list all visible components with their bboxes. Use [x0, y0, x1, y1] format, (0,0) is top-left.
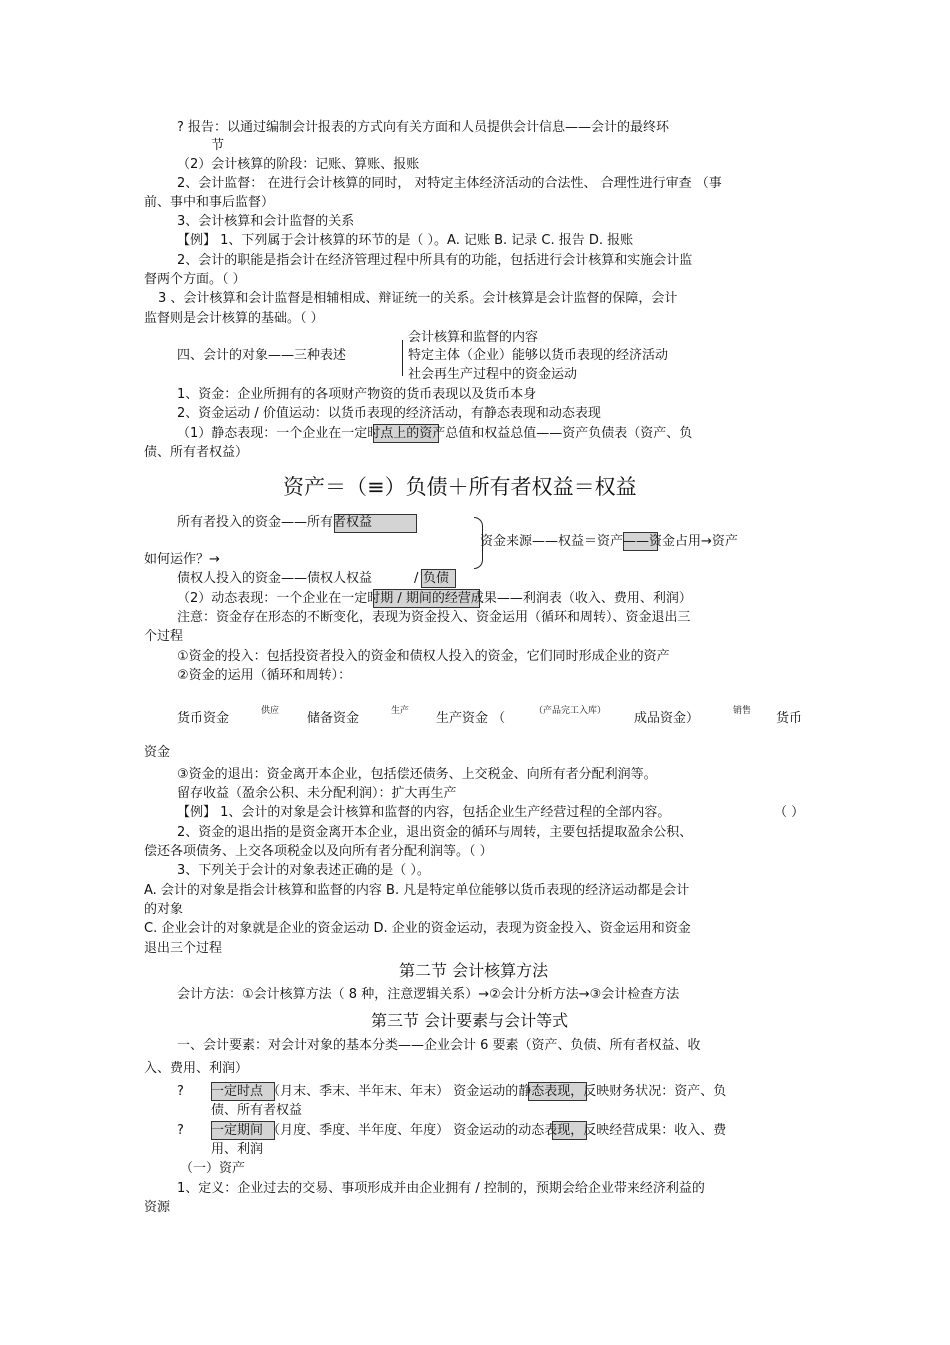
text-line: 注意：资金存在形态的不断变化，表现为资金投入、资金运用（循环和周转）、资金退出三 [177, 610, 691, 625]
section-heading: 第三节 会计要素与会计等式 [371, 1011, 569, 1030]
text-line: 留存收益（盈余公积、未分配利润）：扩大再生产 [177, 786, 457, 801]
text-line: 债、所有者权益） [144, 445, 249, 460]
flow-arrow-label: （产品完工入库） [534, 706, 607, 716]
flow-stage: 货币资金 [177, 711, 230, 726]
flow-arrow-label: 生产 [391, 706, 410, 716]
text-line: （2）动态表现：一个企业在一定时期 / 期间的经营成果——利润表（收入、费用、利润） [177, 591, 692, 606]
text-line: 资金来源——权益＝资产——资金占用→资产 [480, 534, 738, 549]
text-line: 退出三个过程 [144, 941, 223, 956]
flow-stage: 生产资金 （ [436, 711, 506, 726]
text-line: ③资金的退出：资金离开本企业，包括偿还债务、上交税金、向所有者分配利润等。 [177, 767, 657, 782]
text-line: A. 会计的对象是指会计核算和监督的内容 B. 凡是特定单位能够以货币表现的经济运动都是会计 [144, 883, 690, 898]
text-line: 债权人投入的资金——债权人权益 [177, 571, 373, 586]
text-line: ? 报告：以通过编制会计报表的方式向有关方面和人员提供会计信息——会计的最终环 [177, 120, 670, 135]
text-line: 所有者投入的资金——所有者权益 [177, 515, 373, 530]
text-line: 督两个方面。（ ） [144, 272, 246, 287]
text-line: ②资金的运用（循环和周转）： [177, 668, 352, 683]
flow-arrow-label: 供应 [261, 706, 280, 716]
text-line: 一、会计要素：对会计对象的基本分类——企业会计 6 要素（资产、负债、所有者权益、收 [177, 1038, 701, 1053]
text-line: 一定时点 （月末、季末、半年末、年末） 资金运动的静态表现，反映财务状况：资产、负 [211, 1084, 727, 1099]
text-line: 入、费用、利润） [144, 1061, 249, 1076]
text-line: 1、资金：企业所拥有的各项财产物资的货币表现以及货币本身 [177, 387, 537, 402]
text-line: 资源 [144, 1200, 171, 1215]
text-line: 个过程 [144, 629, 184, 644]
text-line: 的对象 [144, 902, 184, 917]
text-line: 【例】 1、下列属于会计核算的环节的是（ ）。A. 记账 B. 记录 C. 报告 D. 报账 [177, 233, 634, 248]
section-heading: 第二节 会计核算方法 [399, 961, 549, 980]
text-line: 节 [211, 138, 225, 153]
text-line: / [414, 571, 419, 586]
text-line: 社会再生产过程中的资金运动 [408, 367, 578, 382]
text-line: ①资金的投入：包括投资者投入的资金和债权人投入的资金，它们同时形成企业的资产 [177, 649, 670, 664]
text-line: 负债 [423, 571, 450, 586]
text-line: 监督则是会计核算的基础。（ ） [144, 311, 324, 326]
text-line: 【例】 1、会计的对象是会计核算和监督的内容，包括企业生产经营过程的全部内容。 [177, 805, 671, 820]
text-line: （一）资产 [180, 1161, 246, 1176]
text-line: 会计核算和监督的内容 [408, 330, 539, 345]
text-line: 3 、会计核算和会计监督是相辅相成、辩证统一的关系。会计核算是会计监督的保障，会计 [158, 291, 678, 306]
text-line: 四、会计的对象——三种表述 [177, 348, 347, 363]
text-line: 债、所有者权益 [211, 1103, 303, 1118]
text-line: 一定期间 （月度、季度、半年度、年度） 资金运动的动态表现，反映经营成果：收入、费 [211, 1123, 727, 1138]
text-line: 2、资金运动 / 价值运动：以货币表现的经济活动，有静态表现和动态表现 [177, 406, 601, 421]
flow-stage: 货币 [776, 711, 803, 726]
text-line: 偿还各项债务、上交各项税金以及向所有者分配利润等。（ ） [144, 844, 493, 859]
text-line: 前、事中和事后监督） [144, 195, 275, 210]
text-line: 2、会计的职能是指会计在经济管理过程中所具有的功能，包括进行会计核算和实施会计监 [177, 253, 693, 268]
flow-stage: 成品资金） [634, 711, 700, 726]
text-line: 2、会计监督： 在进行会计核算的同时， 对特定主体经济活动的合法性、 合理性进行审查 （事 [177, 176, 722, 191]
bullet-mark: ? [177, 1084, 184, 1099]
text-line: 3、会计核算和会计监督的关系 [177, 214, 355, 229]
text-line: 特定主体（企业）能够以货币表现的经济活动 [408, 348, 669, 363]
text-line: （2）会计核算的阶段：记账、算账、报账 [177, 157, 420, 172]
text-line: 会计方法：①会计核算方法（ 8 种，注意逻辑关系）→②会计分析方法→③会计检查方法 [177, 987, 680, 1002]
equation: 资产＝（≡）负债＋所有者权益＝权益 [283, 475, 637, 499]
flow-stage: 资金 [144, 745, 171, 760]
text-line: 3、下列关于会计的对象表述正确的是（ ）。 [177, 863, 430, 878]
text-line: 如何运作？→ [144, 552, 220, 567]
bullet-mark: ? [177, 1123, 184, 1138]
text-line: 用、利润 [211, 1142, 264, 1157]
text-line: C. 企业会计的对象就是企业的资金运动 D. 企业的资金运动，表现为资金投入、资金运用和资金 [144, 921, 691, 936]
flow-stage: 储备资金 [307, 711, 360, 726]
text-line: 2、资金的退出指的是资金离开本企业，退出资金的循环与周转，主要包括提取盈余公积、 [177, 825, 693, 840]
flow-arrow-label: 销售 [733, 706, 752, 716]
text-line: （1）静态表现：一个企业在一定时点上的资产总值和权益总值——资产负债表（资产、负 [177, 426, 693, 441]
text-line: 1、定义：企业过去的交易、事项形成并由企业拥有 / 控制的，预期会给企业带来经济利益的 [177, 1181, 705, 1196]
text-line: （ ） [774, 805, 805, 820]
